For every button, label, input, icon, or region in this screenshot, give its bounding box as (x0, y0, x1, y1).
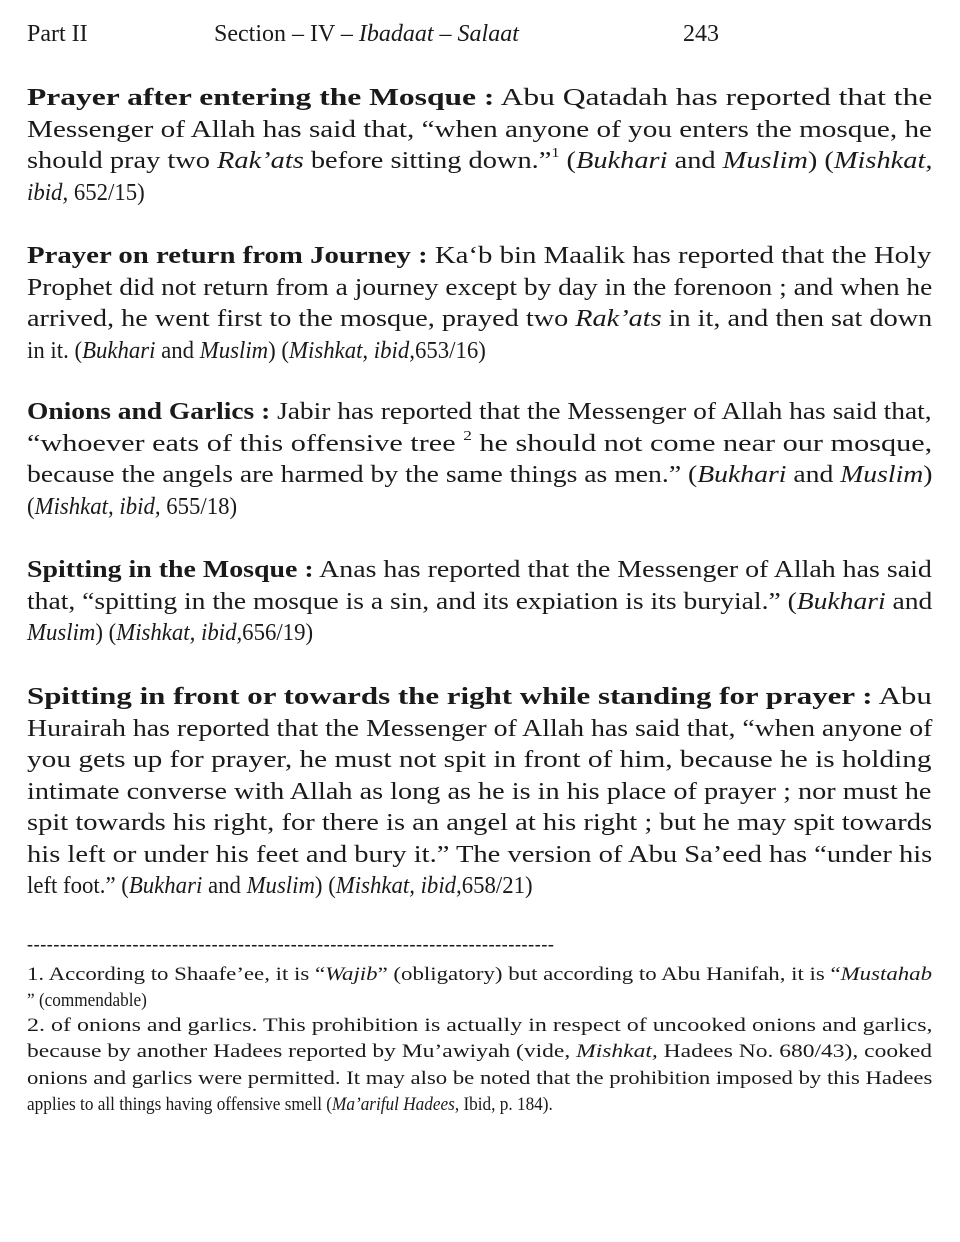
text: ” (obligatory) but according to Abu Hanifah, it is “ (377, 965, 841, 985)
section-heading: Prayer on return from Journey : (27, 242, 428, 269)
text: arrived, he went first to the mosque, prayed two (27, 305, 576, 332)
citation-ref: 652/15) (68, 178, 145, 206)
citation: Ma’ariful Hadees (332, 1094, 455, 1115)
citation: Mishkat, ibid, (116, 619, 243, 646)
citation-ref: 658/21) (461, 872, 533, 899)
text-line (27, 870, 932, 902)
text-line (27, 554, 932, 586)
text-line (27, 272, 932, 304)
text: Abu (872, 683, 932, 710)
text-line (27, 459, 932, 491)
term: Rak’ats (575, 305, 662, 332)
section-spitting-in-mosque (27, 554, 932, 649)
text: Abu Qatadah has reported that the (494, 84, 933, 111)
text: in it. ( (27, 336, 83, 364)
text-line (27, 586, 932, 618)
text: left foot.” ( (27, 872, 129, 899)
section-prayer-on-return-from-journey (27, 240, 932, 366)
citation-ref: 656/19) (242, 619, 314, 646)
text: ) ( (314, 872, 336, 899)
text: Jabir has reported that the Messenger of Allah has said that, (270, 398, 932, 425)
footnote-line (27, 1066, 932, 1092)
citation: Muslim (840, 461, 924, 488)
text: 2. of onions and garlics. This prohibition is actually in respect of uncooked onions and garlics, (27, 1016, 933, 1036)
text-line (27, 114, 932, 146)
text: and (202, 872, 247, 899)
text-line (27, 744, 932, 776)
text: before sitting down.” (303, 147, 552, 174)
text: onions and garlics were permitted. It may also be noted that the prohibition imposed by this Hadees (27, 1068, 933, 1089)
section-title: Ibadaat – Salaat (358, 21, 519, 47)
footnote-line (27, 1013, 932, 1039)
text-line (27, 396, 932, 428)
footnote-ref-1[interactable]: 1 (551, 146, 560, 161)
section-heading: Spitting in the Mosque : (27, 556, 314, 583)
section-onions-and-garlics (27, 396, 932, 522)
text: ) (923, 461, 933, 488)
text: he should not come near our mosque, (471, 429, 933, 457)
term: Rak’ats (217, 147, 304, 174)
footnote-ref-2[interactable]: 2 (463, 428, 472, 444)
running-header-part: Part II (27, 21, 88, 47)
citation: Muslim (722, 147, 808, 174)
section-heading: Prayer after entering the Mosque : (27, 84, 495, 111)
text: Hadees No. 680/43), cooked (657, 1042, 933, 1063)
citation: Mishkat, ibid, (34, 492, 161, 520)
footnote-line (27, 1092, 932, 1118)
text-line (27, 145, 932, 177)
citation: Bukhari (128, 872, 203, 899)
text: ” (commendable) (27, 991, 147, 1012)
text: “whoever eats of this offensive tree (27, 429, 464, 457)
text-line (27, 82, 932, 114)
section-prayer-after-entering-mosque (27, 82, 932, 208)
citation: Mishkat, (576, 1042, 658, 1063)
text-line (27, 617, 932, 649)
citation: Bukhari (576, 147, 668, 174)
page-number: 243 (683, 21, 719, 47)
text: his left or under his feet and bury it.” The version of Abu Sa’eed has “under his (27, 840, 933, 868)
text: ) ( (807, 147, 834, 174)
text: , Ibid, p. 184). (454, 1094, 553, 1115)
running-header-section (214, 18, 519, 50)
text-line (27, 839, 932, 871)
text: Ka‘b bin Maalik has reported that the Holy (427, 242, 932, 269)
footnote-line (27, 962, 932, 988)
text: 1. According to Shaafe’ee, it is “ (27, 965, 326, 985)
citation-ref: 655/18) (160, 492, 238, 520)
text-line (27, 303, 932, 335)
text: because by another Hadees reported by Mu’awiyah (vide, (27, 1042, 577, 1063)
text-line (27, 776, 932, 808)
text: ) ( (95, 619, 117, 646)
citation: Mishkat, ibid, (289, 336, 415, 364)
text: ( (559, 147, 577, 174)
footnote-line (27, 1039, 932, 1065)
text-line (27, 713, 932, 745)
text: applies to all things having offensive smell ( (27, 1094, 333, 1115)
text-line (27, 807, 932, 839)
text: in it, and then sat down (661, 305, 933, 332)
text: that, “spitting in the mosque is a sin, and its expiation is its buryial.” ( (27, 587, 797, 615)
text-line (27, 681, 932, 713)
text-line (27, 335, 932, 367)
section-spitting-in-front-or-right (27, 681, 932, 902)
citation: Bukhari (697, 461, 787, 488)
footnote-divider: -------------------------------------------------------------------------------- (27, 934, 555, 954)
text: spit towards his right, for there is an angel at his right ; but he may spit towards (27, 809, 933, 836)
text-line (27, 177, 932, 209)
citation: Mishkat, (833, 147, 933, 174)
citation: Bukhari (82, 336, 156, 364)
citation: Bukhari (796, 587, 886, 615)
text: because the angels are harmed by the same things as men.” ( (27, 461, 698, 488)
text: should pray two (27, 147, 218, 174)
text-line (27, 428, 932, 460)
citation-ref: 653/16) (414, 336, 486, 364)
section-heading: Spitting in front or towards the right while standing for prayer : (27, 683, 873, 710)
footnote-line (27, 988, 932, 1014)
text: and (786, 461, 841, 488)
text: Messenger of Allah has said that, “when anyone of you enters the mosque, he (27, 115, 932, 143)
citation: Mishkat, ibid, (335, 872, 462, 899)
citation: Muslim (246, 872, 315, 899)
text: Anas has reported that the Messenger of Allah has said (313, 556, 932, 583)
text: ) ( (268, 336, 290, 364)
section-prefix: Section – IV – (214, 21, 359, 47)
footnote-2 (27, 1013, 932, 1118)
text: and (667, 147, 723, 174)
citation: Muslim (199, 336, 269, 364)
citation: ibid, (27, 178, 69, 206)
text: ( (27, 492, 35, 520)
citation: Muslim (27, 619, 96, 646)
text: and (885, 587, 933, 615)
text-line (27, 240, 932, 272)
text: Prophet did not return from a journey except by day in the forenoon ; and when he (27, 273, 933, 301)
section-heading: Onions and Garlics : (27, 398, 271, 425)
text: and (155, 336, 200, 364)
text: you gets up for prayer, he must not spit in front of him, because he is holding (27, 746, 932, 773)
term: Mustahab (840, 965, 933, 985)
text: Hurairah has reported that the Messenger of Allah has said that, “when anyone of (27, 714, 933, 742)
term: Wajib (325, 965, 378, 985)
footnote-1 (27, 962, 932, 1015)
text: intimate converse with Allah as long as he is in his place of prayer ; nor must he (27, 777, 932, 805)
text-line (27, 491, 932, 523)
